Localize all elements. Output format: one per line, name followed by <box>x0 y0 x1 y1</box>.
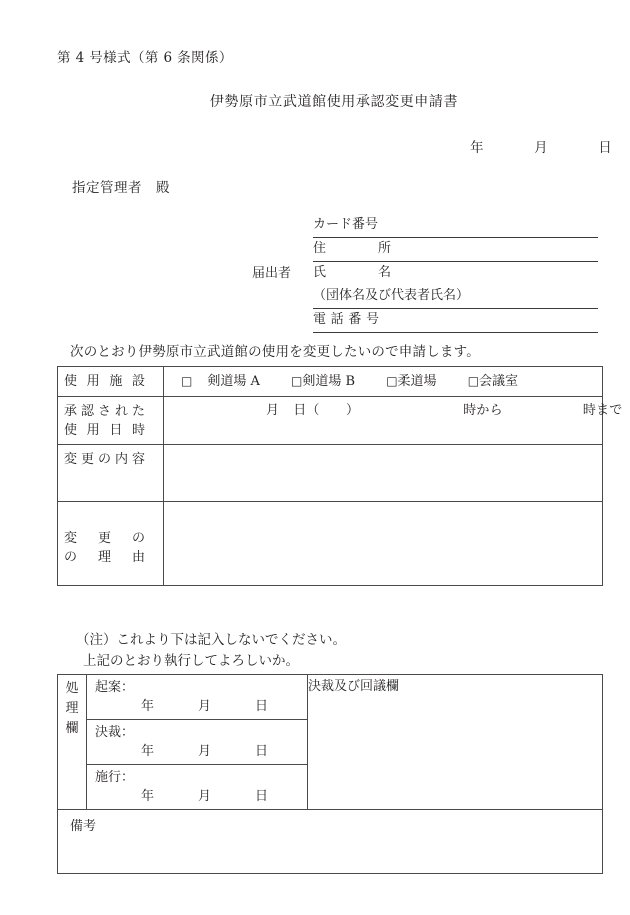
date-month: 月 <box>534 140 548 156</box>
facility-label-cell <box>58 367 164 397</box>
facility-value-cell[interactable] <box>164 367 603 397</box>
org-name-label: （団体名及び代表者氏名） <box>313 288 470 303</box>
note-approval-question: 上記のとおり執行してよろしいか。 <box>83 653 299 669</box>
notes-block <box>57 630 346 672</box>
checkbox-icon[interactable]: □ <box>291 374 303 388</box>
stage-execution-label: 施行： <box>95 770 135 785</box>
processing-side-label <box>58 675 87 810</box>
approved-month: 月 <box>266 403 280 418</box>
change-reason-label-line1: 変 更 の <box>64 531 145 546</box>
processing-side-char-2: 理 <box>65 701 79 716</box>
card-number-label: カード番号 <box>313 217 379 232</box>
date-day: 日 <box>598 140 612 156</box>
phone-label: 電話番号 <box>313 312 379 327</box>
stage-draft-day: 日 <box>255 699 269 714</box>
stage-execution-month: 月 <box>198 789 212 804</box>
table-row-change-content <box>58 445 603 502</box>
remarks-cell[interactable] <box>58 810 603 874</box>
address-label: 住所 <box>313 241 391 256</box>
change-reason-label-line2: の 理 由 <box>64 550 145 565</box>
applicant-row-phone[interactable] <box>313 309 598 333</box>
application-table <box>57 366 623 586</box>
approved-day: 日 <box>293 403 307 418</box>
applicant-row-address[interactable] <box>313 238 598 262</box>
facility-checkbox-group <box>172 372 594 391</box>
stage-decision <box>87 720 307 764</box>
table-row-facility <box>58 367 603 397</box>
facility-option-kendo-b[interactable] <box>291 372 355 391</box>
applicant-row-card-number[interactable] <box>313 214 598 238</box>
processing-side-char-1: 処 <box>65 681 79 696</box>
change-content-label: 変更の内容 <box>64 452 145 467</box>
stage-cell-execution[interactable] <box>87 765 308 810</box>
date-line <box>470 136 612 156</box>
checkbox-icon[interactable]: □ <box>467 374 480 388</box>
stage-decision-day: 日 <box>255 744 269 759</box>
applicant-row-org-name[interactable] <box>313 285 598 309</box>
name-label: 氏名 <box>313 265 391 280</box>
stage-draft-label: 起案： <box>95 680 135 695</box>
lead-sentence: 次のとおり伊勢原市立武道館の使用を変更したいので申請します。 <box>70 344 480 360</box>
form-code: 第 4 号様式（第 6 条関係） <box>57 50 233 66</box>
stage-execution-day: 日 <box>255 789 269 804</box>
facility-label: 使用施設 <box>64 374 145 389</box>
page-title: 伊勢原市立武道館使用承認変更申請書 <box>209 94 459 110</box>
stage-decision-date <box>95 742 307 761</box>
facility-option-label: 柔道場 <box>397 374 437 389</box>
addressee: 指定管理者 殿 <box>72 180 170 196</box>
facility-option-judo[interactable] <box>386 372 436 391</box>
stage-draft-year: 年 <box>141 699 155 714</box>
approved-weekday: （ ） <box>306 403 360 418</box>
approved-datetime-label-line1: 承認された <box>64 404 145 419</box>
processing-row-remarks <box>58 810 603 874</box>
approved-datetime-value-cell[interactable] <box>164 397 623 445</box>
stage-draft <box>87 675 307 719</box>
approved-time-from: 時から <box>463 403 503 418</box>
approved-datetime-label-line2: 使用日時 <box>64 423 145 438</box>
stage-execution-date <box>95 787 307 806</box>
applicant-field-list <box>313 214 598 333</box>
table-row-approved-datetime <box>58 397 603 445</box>
stage-execution <box>87 765 307 809</box>
stage-draft-date <box>95 697 307 716</box>
facility-option-meeting-room[interactable] <box>468 372 518 391</box>
change-reason-label-cell <box>58 502 164 586</box>
remarks-label: 備考 <box>70 819 97 834</box>
approved-datetime-fields <box>172 402 623 420</box>
applicant-label: 届出者 <box>252 266 292 281</box>
stage-decision-year: 年 <box>141 744 155 759</box>
checkbox-icon[interactable]: □ <box>181 374 193 388</box>
stage-decision-month: 月 <box>198 744 212 759</box>
facility-option-label: 会議室 <box>479 374 519 389</box>
facility-option-label: 剣道場 A <box>207 374 260 389</box>
facility-option-label: 剣道場 B <box>302 374 356 389</box>
stage-execution-year: 年 <box>141 789 155 804</box>
approval-column-label: 決裁及び回議欄 <box>308 679 400 694</box>
checkbox-icon[interactable]: □ <box>386 374 398 388</box>
applicant-row-name[interactable] <box>313 262 598 285</box>
approval-column-cell[interactable] <box>308 675 603 810</box>
stage-cell-decision[interactable] <box>87 720 308 765</box>
change-content-value-cell[interactable] <box>164 445 603 502</box>
approved-time-to: 時まで <box>582 403 623 418</box>
processing-side-char-3: 欄 <box>65 721 79 736</box>
facility-option-kendo-a[interactable] <box>181 372 260 391</box>
change-reason-value-cell[interactable] <box>164 502 603 586</box>
date-year: 年 <box>470 140 484 156</box>
stage-decision-label: 決裁： <box>95 725 135 740</box>
processing-table <box>57 674 603 874</box>
stage-cell-draft[interactable] <box>87 675 308 720</box>
stage-draft-month: 月 <box>198 699 212 714</box>
approved-datetime-label-cell <box>58 397 164 445</box>
note-do-not-write-below: （注）これより下は記入しないでください。 <box>76 632 346 648</box>
table-row-change-reason <box>58 502 603 586</box>
change-content-label-cell <box>58 445 164 502</box>
processing-row-draft <box>58 675 603 720</box>
